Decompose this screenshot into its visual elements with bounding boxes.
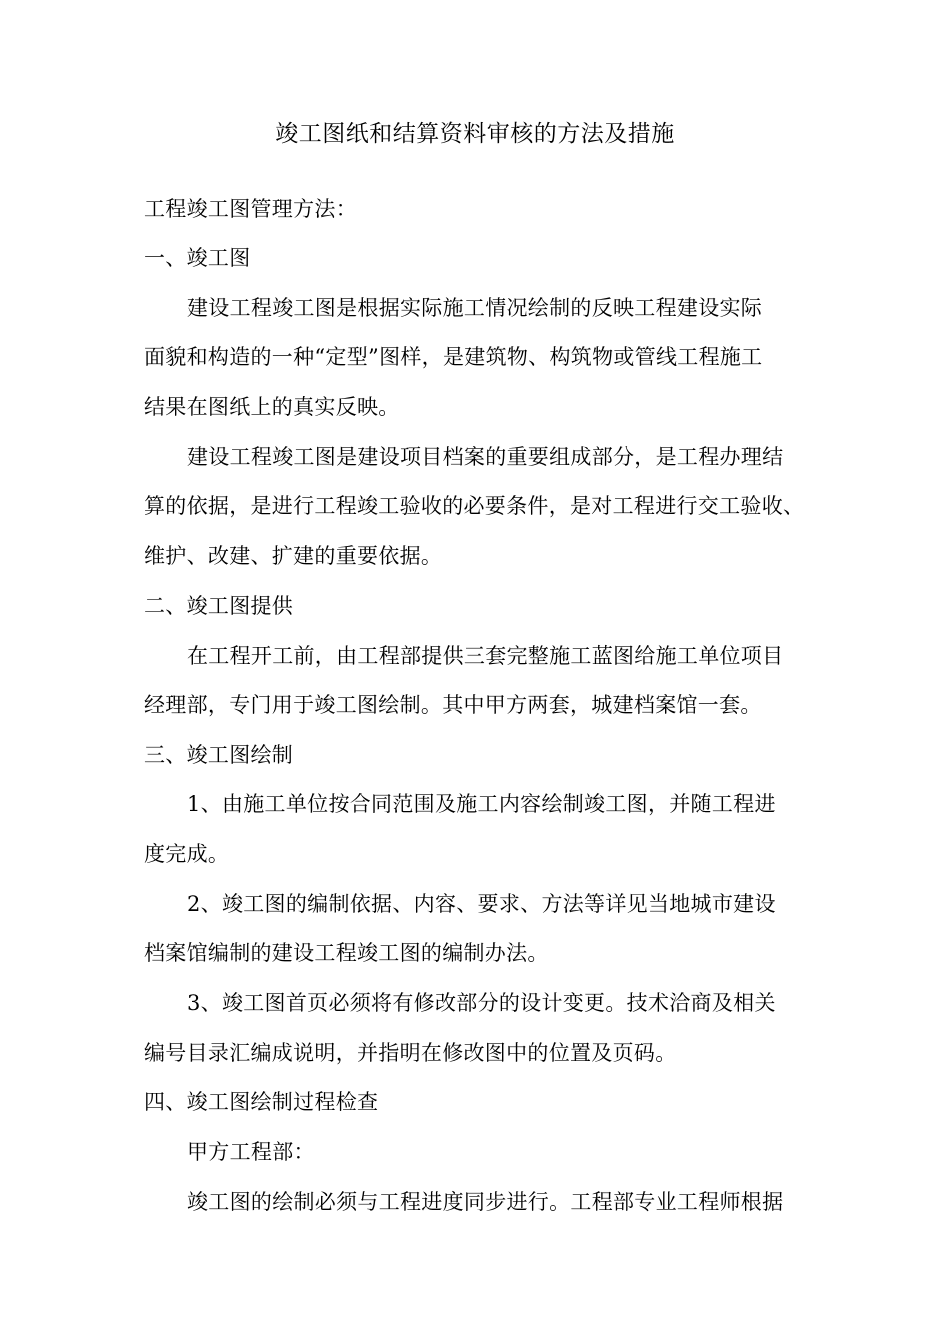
- paragraph-line: 1、由施工单位按合同范围及施工内容绘制竣工图，并随工程进: [187, 792, 776, 816]
- paragraph-line: 建设工程竣工图是建设项目档案的重要组成部分，是工程办理结: [187, 445, 784, 469]
- section-heading: 四、竣工图绘制过程检查: [144, 1090, 379, 1114]
- paragraph-line: 在工程开工前，由工程部提供三套完整施工蓝图给施工单位项目: [187, 644, 784, 668]
- paragraph-line: 2、竣工图的编制依据、内容、要求、方法等详见当地城市建设: [187, 892, 776, 916]
- paragraph-line: 经理部，专门用于竣工图绘制。其中甲方两套，城建档案馆一套。: [144, 693, 762, 717]
- paragraph-line: 维护、改建、扩建的重要依据。: [144, 544, 443, 568]
- paragraph-line: 建设工程竣工图是根据实际施工情况绘制的反映工程建设实际: [187, 296, 763, 320]
- document-title: 竣工图纸和结算资料审核的方法及措施: [275, 121, 675, 147]
- subheading: 甲方工程部：: [187, 1140, 315, 1164]
- paragraph-line: 档案馆编制的建设工程竣工图的编制办法。: [144, 941, 549, 965]
- section-heading: 二、竣工图提供: [144, 594, 294, 618]
- section-heading: 三、竣工图绘制: [144, 743, 294, 767]
- paragraph-line: 算的依据，是进行工程竣工验收的必要条件，是对工程进行交工验收、: [144, 494, 805, 518]
- paragraph-line: 3、竣工图首页必须将有修改部分的设计变更。技术洽商及相关: [187, 991, 776, 1015]
- paragraph-line: 编号目录汇编成说明，并指明在修改图中的位置及页码。: [144, 1041, 677, 1065]
- section-heading: 一、竣工图: [144, 246, 251, 270]
- paragraph-line: 面貌和构造的一种“定型”图样，是建筑物、构筑物或管线工程施工: [144, 345, 763, 369]
- section-heading: 工程竣工图管理方法：: [144, 197, 357, 221]
- paragraph-line: 结果在图纸上的真实反映。: [144, 395, 400, 419]
- paragraph-line: 竣工图的绘制必须与工程进度同步进行。工程部专业工程师根据: [187, 1190, 784, 1214]
- paragraph-line: 度完成。: [144, 842, 230, 866]
